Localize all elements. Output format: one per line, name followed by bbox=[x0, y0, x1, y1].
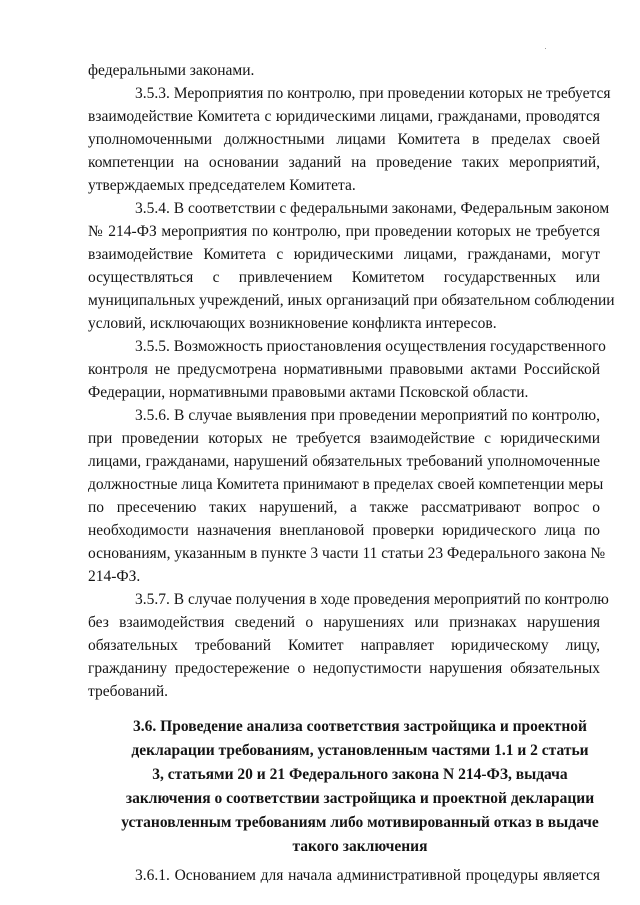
text-line: взаимодействие Комитета с юридическими лицами, гражданами, могут bbox=[88, 246, 600, 263]
paragraph-3-5-7-line: 3.5.7. В случае получения в ходе проведения мероприятий по контролю bbox=[135, 591, 609, 608]
paragraph-3-6-1-line: 3.6.1. Основанием для начала административной процедуры является bbox=[135, 867, 600, 884]
text-line: обязательных требований Комитет направляет юридическому лицу, bbox=[88, 637, 600, 654]
heading-line: декларации требованиям, установленным частями 1.1 и 2 статьи bbox=[131, 742, 589, 759]
heading-line: такого заключения bbox=[292, 838, 428, 855]
text-line: взаимодействие Комитета с юридическими лицами, гражданами, проводятся bbox=[88, 108, 600, 125]
heading-line: установленным требованиям либо мотивированный отказ в выдаче bbox=[121, 814, 599, 831]
text-line: федеральными законами. bbox=[88, 62, 255, 79]
text-line: гражданину предостережение о недопустимости нарушения обязательных bbox=[88, 660, 600, 677]
text-line: должностные лица Комитета принимают в пределах своей компетенции меры bbox=[88, 476, 604, 493]
paragraph-3-5-5-line: 3.5.5. Возможность приостановления осуществления государственного bbox=[135, 338, 606, 355]
text-line: без взаимодействия сведений о нарушениях или признаках нарушения bbox=[88, 614, 600, 631]
text-line: контроля не предусмотрена нормативными правовыми актами Российской bbox=[88, 361, 600, 378]
heading-line: 3, статьями 20 и 21 Федерального закона N 214-ФЗ, выдача bbox=[152, 766, 568, 783]
text-line: Федерации, нормативными правовыми актами Псковской области. bbox=[88, 384, 529, 401]
text-line: по пресечению таких нарушений, а также рассматривают вопрос о bbox=[88, 499, 600, 516]
text-line: требований. bbox=[88, 683, 168, 700]
paragraph-3-5-6-line: 3.5.6. В случае выявления при проведении мероприятий по контролю, bbox=[135, 407, 600, 424]
text-line: № 214-ФЗ мероприятия по контролю, при проведении которых не требуется bbox=[88, 223, 600, 240]
text-line: муниципальных учреждений, иных организаций при обязательном соблюдении bbox=[88, 292, 615, 309]
text-line: при проведении которых не требуется взаимодействие с юридическими bbox=[88, 430, 600, 447]
paragraph-3-5-4-line: 3.5.4. В соответствии с федеральными законами, Федеральным законом bbox=[135, 200, 610, 217]
scan-speck bbox=[545, 48, 546, 49]
heading-line: заключения о соответствии застройщика и проектной декларации bbox=[125, 790, 595, 807]
text-line: осуществляться с привлечением Комитетом государственных или bbox=[88, 269, 600, 286]
text-line: основаниям, указанным в пункте 3 части 11 статьи 23 Федерального закона № bbox=[88, 545, 606, 562]
text-line: утверждаемых председателем Комитета. bbox=[88, 177, 356, 194]
text-line: уполномоченными должностными лицами Комитета в пределах своей bbox=[88, 131, 600, 148]
paragraph-3-5-3-line: 3.5.3. Мероприятия по контролю, при проведении которых не требуется bbox=[135, 85, 611, 102]
text-line: лицами, гражданами, нарушений обязательных требований уполномоченные bbox=[88, 453, 600, 470]
text-line: необходимости назначения внеплановой проверки юридического лица по bbox=[88, 522, 600, 539]
text-line: условий, исключающих возникновение конфликта интересов. bbox=[88, 315, 497, 332]
text-line: 214-ФЗ. bbox=[88, 568, 141, 585]
heading-line: 3.6. Проведение анализа соответствия застройщика и проектной bbox=[133, 718, 587, 735]
text-line: компетенции на основании заданий на проведение таких мероприятий, bbox=[88, 154, 600, 171]
